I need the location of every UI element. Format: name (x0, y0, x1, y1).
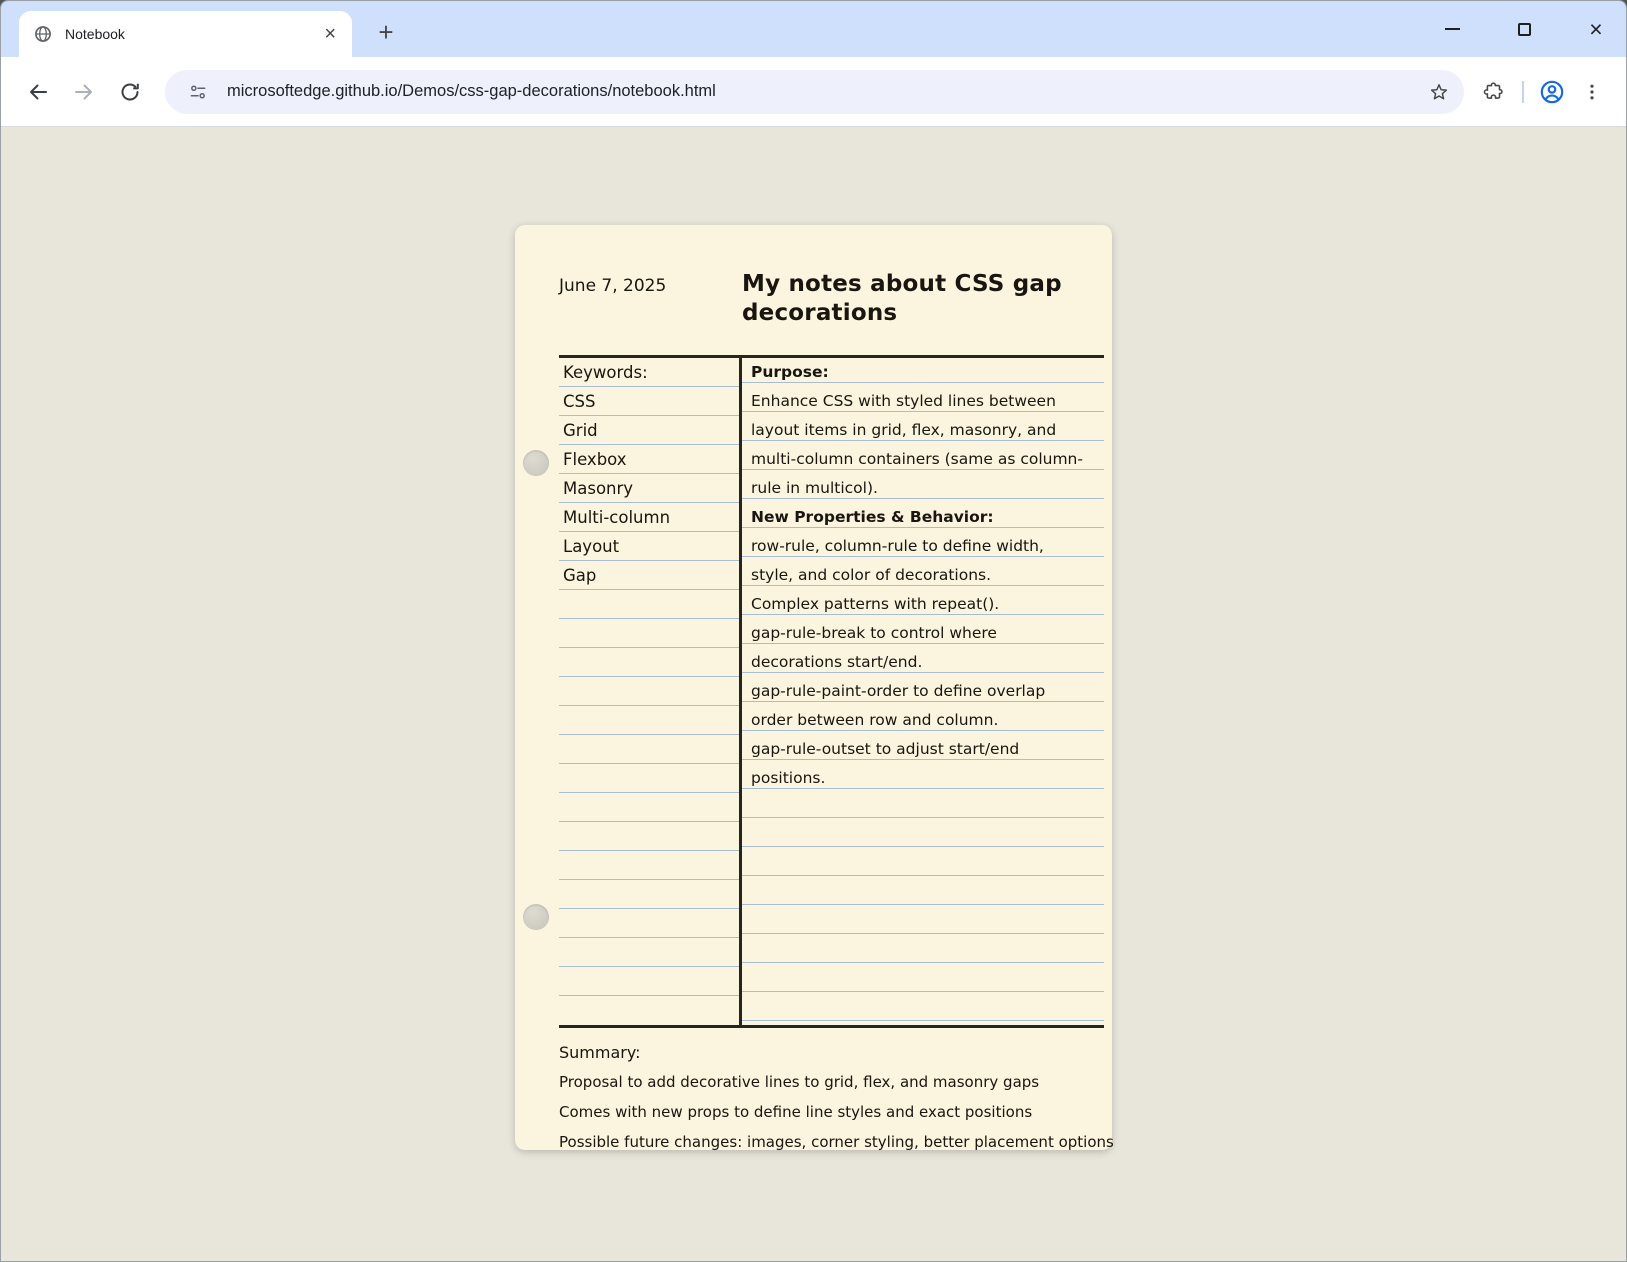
table-cell-text: New Properties & Behavior: (751, 508, 994, 526)
table-cell-text: multi-column containers (same as column- (751, 450, 1083, 468)
table-cell-text: Multi-column (563, 508, 671, 527)
site-settings-icon[interactable] (181, 75, 215, 109)
browser-titlebar (1, 1, 1626, 57)
table-cell-text: row-rule, column-rule to define width, (751, 537, 1044, 555)
table-row (742, 880, 1104, 909)
table-row (559, 996, 739, 1025)
table-row (559, 764, 739, 793)
hole-punch-icon (523, 904, 549, 930)
table-row (559, 387, 739, 416)
note-date: June 7, 2025 (559, 276, 667, 296)
back-button[interactable] (15, 69, 61, 115)
forward-button[interactable] (61, 69, 107, 115)
table-row (559, 474, 739, 503)
menu-button[interactable] (1572, 72, 1612, 112)
table-row (742, 416, 1104, 445)
table-row (559, 851, 739, 880)
table-row (742, 967, 1104, 996)
window-controls (1440, 1, 1608, 57)
table-cell-text: Complex patterns with repeat(). (751, 595, 1000, 613)
hole-punch-icon (523, 450, 549, 476)
profile-avatar-icon (1539, 79, 1565, 105)
table-cell-text: layout items in grid, flex, masonry, and (751, 421, 1057, 439)
table-row (742, 851, 1104, 880)
table-cell-text: Flexbox (563, 450, 627, 469)
globe-favicon-icon (33, 24, 53, 44)
table-cell-text: CSS (563, 392, 596, 411)
summary-lines (559, 1073, 1114, 1152)
page-title: My notes about CSS gap decorations (742, 271, 1062, 326)
table-row (559, 503, 739, 532)
maximize-button[interactable] (1512, 17, 1536, 41)
table-row (742, 561, 1104, 590)
reload-button[interactable] (107, 69, 153, 115)
browser-tab[interactable] (19, 11, 352, 57)
table-row (559, 532, 739, 561)
table-row (742, 445, 1104, 474)
table-cell-text: order between row and column. (751, 711, 999, 729)
table-row (742, 822, 1104, 851)
extensions-button[interactable] (1474, 72, 1514, 112)
table-row (559, 648, 739, 677)
table-cell-text: decorations start/end. (751, 653, 923, 671)
summary-label: Summary: (559, 1043, 641, 1062)
table-row (742, 358, 1104, 387)
table-row (742, 503, 1104, 532)
table-cell-text: gap-rule-break to control where (751, 624, 997, 642)
table-row (559, 358, 739, 387)
extensions-puzzle-icon (1483, 81, 1505, 103)
table-row (559, 706, 739, 735)
table-row (559, 909, 739, 938)
tab-title: Notebook (65, 26, 125, 42)
table-row (742, 590, 1104, 619)
summary-line: Comes with new props to define line styles and exact positions (559, 1103, 1033, 1121)
url-text[interactable]: microsoftedge.github.io/Demos/css-gap-decorations/notebook.html (227, 82, 716, 100)
table-row (559, 938, 739, 967)
table-row (559, 590, 739, 619)
keywords-column (559, 358, 739, 1025)
table-cell-text: Enhance CSS with styled lines between (751, 392, 1056, 410)
table-row (559, 735, 739, 764)
notes-table (559, 355, 1104, 1028)
table-row (559, 416, 739, 445)
table-cell-text: gap-rule-paint-order to define overlap (751, 682, 1046, 700)
profile-button[interactable] (1532, 72, 1572, 112)
table-row (742, 909, 1104, 938)
table-row (742, 648, 1104, 677)
table-row (742, 474, 1104, 503)
minimize-icon (1445, 28, 1460, 30)
close-button[interactable] (1584, 17, 1608, 41)
table-row (742, 735, 1104, 764)
notebook-card (515, 225, 1112, 1150)
table-row (559, 619, 739, 648)
new-tab-button[interactable]: + (378, 16, 394, 47)
table-cell-text: rule in multicol). (751, 479, 878, 497)
table-row (559, 880, 739, 909)
browser-toolbar (1, 57, 1626, 127)
page-content (1, 127, 1626, 1261)
close-icon: × (1589, 15, 1603, 42)
table-cell-text: Gap (563, 566, 597, 585)
table-row (742, 938, 1104, 967)
tab-close-icon[interactable]: × (324, 23, 336, 45)
summary-section (559, 1043, 1114, 1152)
reload-icon (118, 80, 142, 104)
table-row (742, 619, 1104, 648)
notes-column (742, 358, 1104, 1025)
table-cell-text: style, and color of decorations. (751, 566, 992, 584)
maximize-icon (1518, 23, 1531, 36)
address-bar[interactable] (165, 70, 1464, 114)
table-row (742, 996, 1104, 1025)
table-cell-text: Grid (563, 421, 598, 440)
table-row (742, 764, 1104, 793)
table-row (742, 387, 1104, 416)
back-arrow-icon (26, 80, 50, 104)
table-cell-text: Keywords: (563, 363, 648, 382)
kebab-menu-icon (1582, 82, 1602, 102)
table-cell-text: Purpose: (751, 363, 829, 381)
table-row (559, 822, 739, 851)
summary-line: Proposal to add decorative lines to grid, flex, and masonry gaps (559, 1073, 1040, 1091)
table-row (742, 532, 1104, 561)
table-row (559, 967, 739, 996)
table-row (742, 677, 1104, 706)
table-cell-text: positions. (751, 769, 826, 787)
table-row (559, 561, 739, 590)
table-cell-text: Masonry (563, 479, 634, 498)
summary-line: Possible future changes: images, corner styling, better placement options (559, 1133, 1114, 1151)
table-row (559, 793, 739, 822)
table-row (559, 445, 739, 474)
table-cell-text: gap-rule-outset to adjust start/end (751, 740, 1020, 758)
note-header (559, 270, 1104, 355)
table-row (559, 677, 739, 706)
minimize-button[interactable] (1440, 17, 1464, 41)
table-cell-text: Layout (563, 537, 620, 556)
table-row (742, 793, 1104, 822)
bookmark-star-icon[interactable] (1422, 75, 1456, 109)
forward-arrow-icon (72, 80, 96, 104)
toolbar-separator (1522, 81, 1524, 103)
table-row (742, 706, 1104, 735)
